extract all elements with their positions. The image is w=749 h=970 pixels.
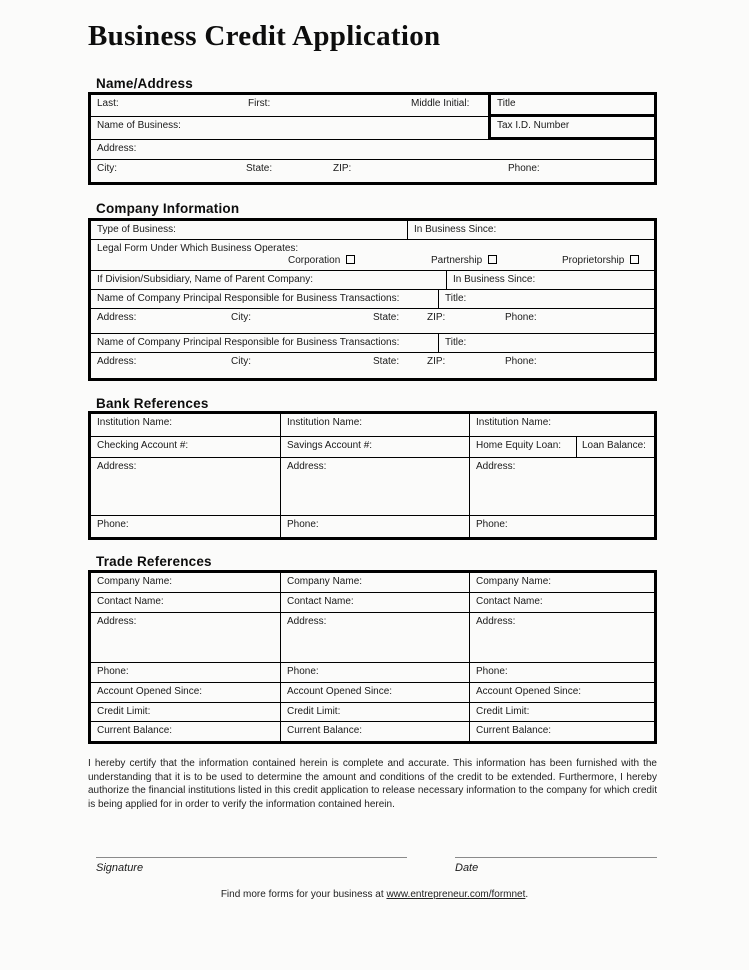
equity-loan-cell	[470, 437, 654, 457]
legal-form-option-proprietorship	[562, 255, 639, 266]
title-box-cell	[488, 95, 654, 117]
label-phone: Phone:	[505, 312, 537, 323]
table-row	[91, 437, 654, 458]
checking-account-cell	[91, 437, 281, 457]
principal-cell	[91, 290, 439, 308]
label-state: State:	[373, 356, 400, 367]
table-row	[91, 613, 654, 663]
table-row	[91, 240, 654, 271]
page-title: Business Credit Application	[88, 20, 441, 52]
table-row	[91, 683, 654, 703]
corporation-checkbox[interactable]	[346, 255, 355, 264]
trade-references-table	[88, 570, 657, 744]
trade-phone-cell	[281, 663, 470, 682]
table-row	[91, 414, 654, 437]
account-opened-cell	[281, 683, 470, 702]
label-state: State:	[246, 163, 273, 174]
principal-address-cell	[91, 353, 654, 378]
label-address: Address:	[476, 616, 516, 627]
principal-title-cell	[439, 334, 654, 352]
label-tax-id-number: Tax I.D. Number	[497, 120, 570, 131]
label-city: City:	[231, 312, 251, 323]
proprietorship-checkbox[interactable]	[630, 255, 639, 264]
label-title: Title	[497, 98, 516, 109]
signature-line	[96, 857, 407, 858]
footer-period: .	[525, 889, 529, 900]
label-address: Address:	[97, 356, 137, 367]
city-state-zip-phone-cell	[91, 160, 654, 182]
table-row	[91, 140, 654, 160]
label-credit-limit: Credit Limit:	[476, 706, 530, 717]
label-address: Address:	[97, 312, 137, 323]
date-label: Date	[455, 862, 479, 874]
table-row	[91, 334, 654, 353]
footer-text: Find more forms for your business at	[220, 889, 387, 900]
table-row	[91, 722, 654, 741]
label-institution-name: Institution Name:	[97, 417, 173, 428]
legal-form-cell	[91, 240, 654, 270]
label-zip: ZIP:	[427, 356, 446, 367]
legal-form-option-partnership	[431, 255, 497, 266]
label-city: City:	[97, 163, 117, 174]
label-title: Title:	[445, 293, 467, 304]
label-partnership: Partnership	[431, 255, 483, 266]
company-name-cell	[91, 573, 281, 592]
contact-name-cell	[91, 593, 281, 612]
date-line	[455, 857, 657, 858]
bank-references-table	[88, 411, 657, 540]
label-phone: Phone:	[287, 666, 319, 677]
label-contact-name: Contact Name:	[476, 596, 543, 607]
section-heading-trade-references: Trade References	[96, 554, 212, 569]
label-address: Address:	[476, 461, 516, 472]
section-heading-bank-references: Bank References	[96, 396, 209, 411]
current-balance-cell	[281, 722, 470, 741]
label-phone: Phone:	[508, 163, 540, 174]
current-balance-cell	[470, 722, 654, 741]
in-business-since-cell	[447, 271, 654, 289]
institution-name-cell	[470, 414, 654, 436]
label-phone: Phone:	[97, 519, 129, 530]
tax-id-box-cell	[488, 117, 654, 140]
table-row	[91, 703, 654, 722]
home-equity-loan-cell	[470, 437, 577, 457]
company-name-cell	[470, 573, 654, 592]
label-savings-account: Savings Account #:	[287, 440, 373, 451]
label-first: First:	[248, 98, 271, 109]
label-current-balance: Current Balance:	[476, 725, 552, 736]
bank-phone-cell	[281, 516, 470, 537]
label-corporation: Corporation	[288, 255, 341, 266]
business-name-cell	[91, 117, 488, 140]
company-information-table	[88, 218, 657, 381]
label-account-opened-since: Account Opened Since:	[476, 686, 582, 697]
label-middle-initial: Middle Initial:	[411, 98, 470, 109]
partnership-checkbox[interactable]	[488, 255, 497, 264]
trade-address-cell	[281, 613, 470, 662]
table-row	[91, 160, 654, 182]
table-row	[91, 593, 654, 613]
table-row	[91, 95, 654, 117]
label-state: State:	[373, 312, 400, 323]
principal-address-cell	[91, 309, 654, 333]
institution-name-cell	[91, 414, 281, 436]
trade-phone-cell	[91, 663, 281, 682]
label-address: Address:	[287, 616, 327, 627]
account-opened-cell	[91, 683, 281, 702]
table-row	[91, 458, 654, 516]
bank-address-cell	[281, 458, 470, 515]
bank-phone-cell	[91, 516, 281, 537]
label-city: City:	[231, 356, 251, 367]
label-name-of-business: Name of Business:	[97, 120, 181, 131]
type-of-business-cell	[91, 221, 408, 239]
certification-paragraph: I hereby certify that the information contained herein is complete and accurate. This information has been furnished with the understanding that it is to be used to determine the amount and conditions of the credit to be extended. Furthermore, I hereby authorize the financial institutions listed in this credit application to release necessary information to the company for which credit is being applied for in order to verify the information contained herein.	[88, 758, 657, 810]
label-contact-name: Contact Name:	[287, 596, 354, 607]
label-type-of-business: Type of Business:	[97, 224, 176, 235]
address-cell	[91, 140, 654, 159]
label-address: Address:	[287, 461, 327, 472]
savings-account-cell	[281, 437, 470, 457]
table-row	[91, 516, 654, 537]
contact-name-cell	[281, 593, 470, 612]
label-checking-account: Checking Account #:	[97, 440, 189, 451]
label-company-name: Company Name:	[287, 576, 363, 587]
principal-cell	[91, 334, 439, 352]
formnet-link[interactable]: www.entrepreneur.com/formnet	[386, 889, 526, 900]
label-proprietorship: Proprietorship	[562, 255, 625, 266]
trade-phone-cell	[470, 663, 654, 682]
parent-company-cell	[91, 271, 447, 289]
table-row	[91, 221, 654, 240]
label-address: Address:	[97, 143, 137, 154]
loan-balance-cell	[577, 437, 654, 457]
label-contact-name: Contact Name:	[97, 596, 164, 607]
bank-address-cell	[91, 458, 281, 515]
company-name-cell	[281, 573, 470, 592]
label-division-subsidiary: If Division/Subsidiary, Name of Parent Company:	[97, 274, 314, 285]
name-fields-cell	[91, 95, 488, 117]
label-home-equity-loan: Home Equity Loan:	[476, 440, 562, 451]
label-zip: ZIP:	[427, 312, 446, 323]
table-row	[91, 309, 654, 334]
table-row	[91, 290, 654, 309]
label-last: Last:	[97, 98, 119, 109]
trade-address-cell	[91, 613, 281, 662]
label-legal-form: Legal Form Under Which Business Operates:	[97, 243, 299, 254]
credit-limit-cell	[470, 703, 654, 721]
table-row	[91, 271, 654, 290]
label-address: Address:	[97, 616, 137, 627]
table-row	[91, 573, 654, 593]
label-address: Address:	[97, 461, 137, 472]
current-balance-cell	[91, 722, 281, 741]
section-heading-name-address: Name/Address	[96, 76, 193, 91]
label-account-opened-since: Account Opened Since:	[287, 686, 393, 697]
label-current-balance: Current Balance:	[97, 725, 173, 736]
account-opened-cell	[470, 683, 654, 702]
label-credit-limit: Credit Limit:	[287, 706, 341, 717]
label-phone: Phone:	[505, 356, 537, 367]
label-credit-limit: Credit Limit:	[97, 706, 151, 717]
table-row	[91, 353, 654, 378]
legal-form-option-corporation	[288, 255, 355, 266]
label-company-principal: Name of Company Principal Responsible for Business Transactions:	[97, 337, 400, 348]
label-phone: Phone:	[97, 666, 129, 677]
credit-limit-cell	[281, 703, 470, 721]
bank-address-cell	[470, 458, 654, 515]
label-in-business-since: In Business Since:	[453, 274, 536, 285]
label-institution-name: Institution Name:	[287, 417, 363, 428]
label-phone: Phone:	[476, 519, 508, 530]
credit-limit-cell	[91, 703, 281, 721]
label-phone: Phone:	[287, 519, 319, 530]
in-business-since-cell	[408, 221, 654, 239]
label-company-principal: Name of Company Principal Responsible for Business Transactions:	[97, 293, 400, 304]
principal-title-cell	[439, 290, 654, 308]
label-account-opened-since: Account Opened Since:	[97, 686, 203, 697]
section-heading-company-information: Company Information	[96, 201, 240, 216]
label-zip: ZIP:	[333, 163, 352, 174]
name-address-table	[88, 92, 657, 185]
label-institution-name: Institution Name:	[476, 417, 552, 428]
label-current-balance: Current Balance:	[287, 725, 363, 736]
footer	[0, 889, 749, 900]
label-in-business-since: In Business Since:	[414, 224, 497, 235]
label-loan-balance: Loan Balance:	[582, 440, 646, 451]
bank-phone-cell	[470, 516, 654, 537]
table-row	[91, 663, 654, 683]
trade-address-cell	[470, 613, 654, 662]
table-row	[91, 117, 654, 140]
label-company-name: Company Name:	[476, 576, 552, 587]
label-title: Title:	[445, 337, 467, 348]
signature-label: Signature	[96, 862, 144, 874]
label-company-name: Company Name:	[97, 576, 173, 587]
contact-name-cell	[470, 593, 654, 612]
label-phone: Phone:	[476, 666, 508, 677]
institution-name-cell	[281, 414, 470, 436]
